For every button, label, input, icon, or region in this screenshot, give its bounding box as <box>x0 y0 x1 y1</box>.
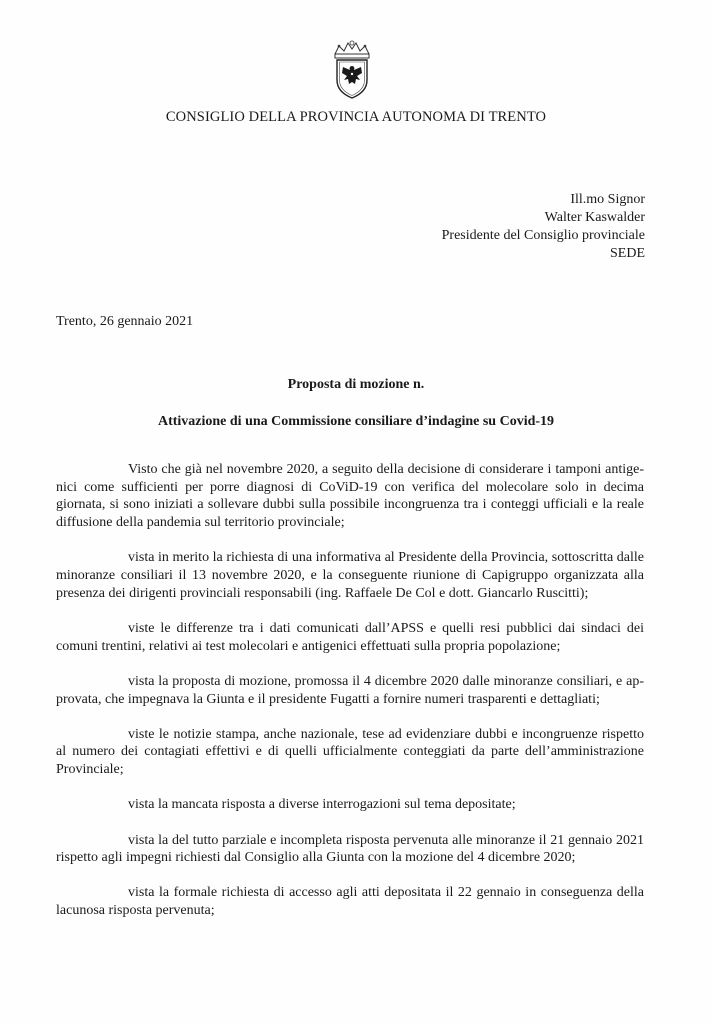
paragraph: vista la mancata risposta a diverse interrogazioni sul tema depositate; <box>128 797 516 813</box>
motion-title: Proposta di mozione n. <box>287 377 425 392</box>
paragraph: vista la formale richiesta di accesso agli atti depositata il 22 gennaio in conseguenza della lacunosa risposta pervenuta; <box>56 885 644 919</box>
recipient-role: Presidente del Consiglio provinciale <box>441 228 645 243</box>
paragraph: vista la proposta di mozione, promossa il 4 dicembre 2020 dalle minoranze consiliari, e approvata, che impegnava la Giunta e il presidente Fugatti a fornire numeri trasparenti e dettagliati; <box>56 673 644 707</box>
document-body <box>56 461 644 937</box>
paragraph: vista in merito la richiesta di una informativa al Presidente della Provincia, sottoscritta dalle minoranze consiliari il 13 novembre 2020, e la conseguente riunione di Capigruppo organizzata alla presenza dei dirigenti provinciali responsabili (ing. Raffaele De Col e dott. Giancarlo Ruscitti); <box>56 550 644 601</box>
paragraph: Visto che già nel novembre 2020, a seguito della decisione di considerare i tamponi antigenici come sufficienti per porre diagnosi di CoViD-19 con verifica del molecolare solo in decima giornata, si sono iniziati a sollevare dubbi sulla possibile incongruenza tra i conteggi ufficiali e la reale diffusione della pandemia sul territorio provinciale; <box>56 462 644 531</box>
recipient-location: SEDE <box>610 246 645 261</box>
paragraph: vista la del tutto parziale e incompleta risposta pervenuta alle minoranze il 21 gennaio 2021 rispetto agli impegni richiesti dal Consiglio alla Giunta con la mozione del 4 dicembre 2020; <box>56 832 644 866</box>
paragraph: viste le notizie stampa, anche nazionale, tese ad evidenziare dubbi e incongruenze rispetto al numero dei contagiati effettivi e di quelli ufficialmente conteggiati da parte dell’amministrazione Provinciale; <box>56 726 644 778</box>
institution-header: CONSIGLIO DELLA PROVINCIA AUTONOMA DI TRENTO <box>165 109 547 125</box>
document-date: Trento, 26 gennaio 2021 <box>56 314 194 329</box>
paragraph: viste le differenze tra i dati comunicati dall’APSS e quelli resi pubblici dai sindaci dei comuni trentini, relativi ai test molecolari e antigenici effettuati sulla propria popolazione; <box>56 620 644 654</box>
coat-of-arms-icon <box>329 40 375 100</box>
recipient-name: Walter Kaswalder <box>544 210 645 225</box>
recipient-salutation: Ill.mo Signor <box>570 192 645 207</box>
motion-subject: Attivazione di una Commissione consiliare d’indagine su Covid-19 <box>157 414 555 429</box>
recipient-block <box>442 191 645 263</box>
